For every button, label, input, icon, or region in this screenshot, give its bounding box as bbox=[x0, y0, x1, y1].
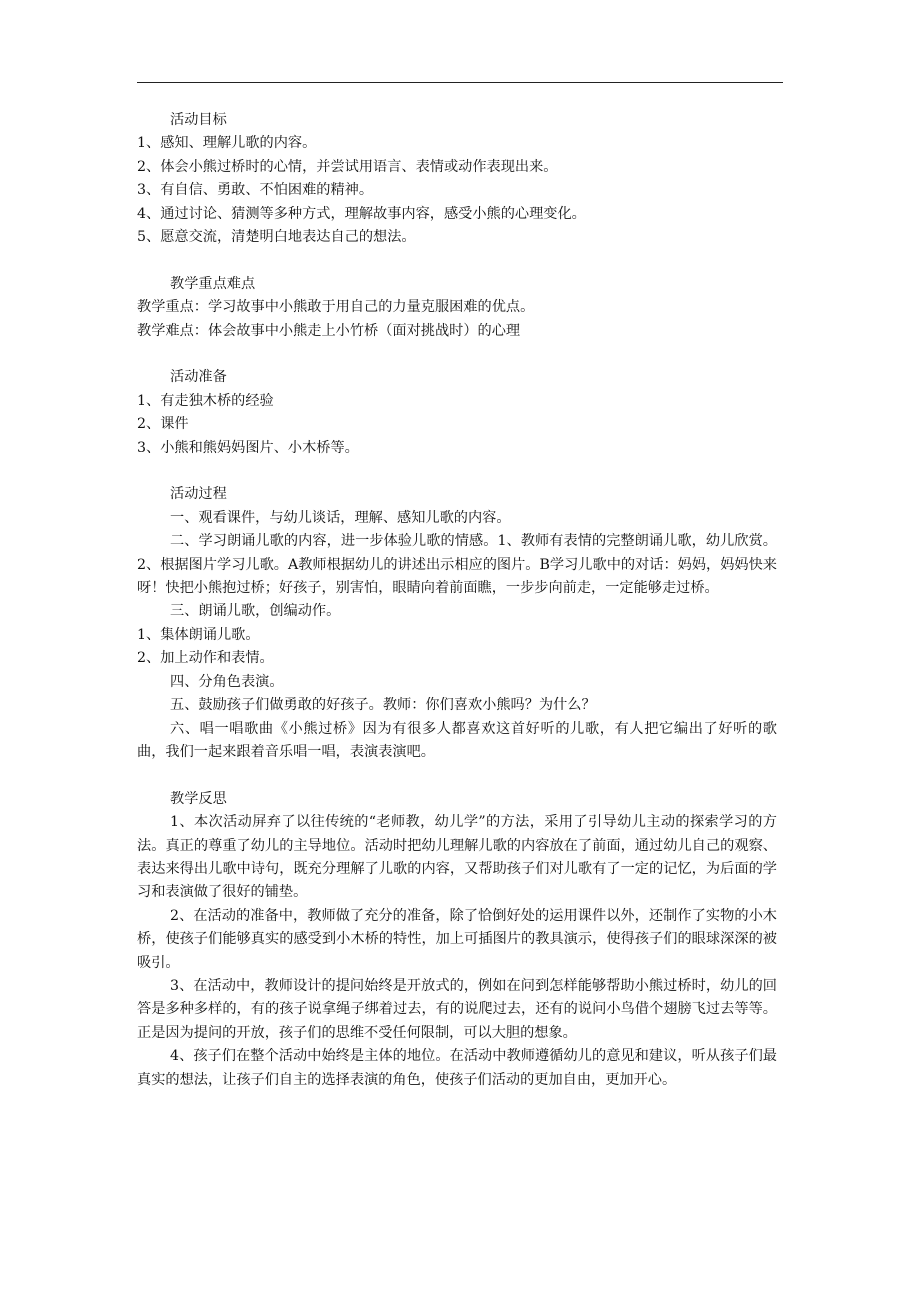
process-paragraph: 五、鼓励孩子们做勇敢的好孩子。教师：你们喜欢小熊吗？为什么？ bbox=[170, 697, 596, 714]
process-section bbox=[137, 483, 777, 764]
reflection-heading: 教学反思 bbox=[170, 790, 227, 807]
prep-heading: 活动准备 bbox=[170, 369, 227, 386]
reflection-paragraph: 2、在活动的准备中，教师做了充分的准备，除了恰倒好处的运用课件以外，还制作了实物的小木桥，使孩子们能够真实的感受到小木桥的特性，加上可插图片的教具演示，使得孩子们的眼球深深的被吸引。 bbox=[137, 907, 777, 971]
focus-item: 教学难点：体会故事中小熊走上小竹桥（面对挑战时）的心理 bbox=[137, 322, 521, 339]
reflection-section bbox=[137, 788, 777, 1092]
prep-item: 1、有走独木桥的经验 bbox=[137, 392, 274, 409]
process-paragraph: 四、分角色表演。 bbox=[170, 673, 284, 690]
process-paragraph: 二、学习朗诵儿歌的内容，进一步体验儿歌的情感。1、教师有表情的完整朗诵儿歌，幼儿欣赏。2、根据图片学习儿歌。A教师根据幼儿的讲述出示相应的图片。B学习儿歌中的对话：妈妈，妈妈快来呀！快把小熊抱过桥；好孩子，别害怕，眼睛向着前面瞧，一步步向前走，一定能够走过桥。 bbox=[137, 533, 777, 597]
goals-section bbox=[137, 109, 777, 249]
goal-item: 2、体会小熊过桥时的心情，并尝试用语言、表情或动作表现出来。 bbox=[137, 158, 558, 175]
reflection-paragraph: 1、本次活动屏弃了以往传统的“老师教，幼儿学”的方法，采用了引导幼儿主动的探索学习的方法。真正的尊重了幼儿的主导地位。活动时把幼儿理解儿歌的内容放在了前面，通过幼儿自己的观察、表达来得出儿歌中诗句，既充分理解了儿歌的内容，又帮助孩子们对儿歌有了一定的记忆，为后面的学习和表演做了很好的铺垫。 bbox=[137, 814, 777, 901]
reflection-paragraph: 3、在活动中，教师设计的提问始终是开放式的，例如在问到怎样能够帮助小熊过桥时，幼儿的回答是多种多样的，有的孩子说拿绳子绑着过去，有的说爬过去，还有的说问小鸟借个翅膀飞过去等等。正是因为提问的开放，孩子们的思维不受任何限制，可以大胆的想象。 bbox=[137, 977, 777, 1041]
goals-heading: 活动目标 bbox=[170, 112, 227, 128]
process-item: 1、集体朗诵儿歌。 bbox=[137, 626, 260, 643]
focus-section bbox=[137, 273, 777, 343]
document-body bbox=[137, 109, 777, 1092]
focus-heading: 教学重点难点 bbox=[170, 275, 256, 292]
header-rule bbox=[137, 82, 783, 83]
prep-section bbox=[137, 366, 777, 460]
prep-item: 3、小熊和熊妈妈图片、小木桥等。 bbox=[137, 439, 359, 456]
goal-item: 4、通过讨论、猜测等多种方式，理解故事内容，感受小熊的心理变化。 bbox=[137, 205, 586, 222]
process-heading: 活动过程 bbox=[170, 486, 227, 503]
prep-item: 2、课件 bbox=[137, 416, 189, 433]
process-item: 2、加上动作和表情。 bbox=[137, 650, 274, 667]
goal-item: 1、感知、理解儿歌的内容。 bbox=[137, 135, 317, 152]
focus-item: 教学重点：学习故事中小熊敢于用自己的力量克服困难的优点。 bbox=[137, 299, 535, 316]
process-paragraph: 六、唱一唱歌曲《小熊过桥》因为有很多人都喜欢这首好听的儿歌，有人把它编出了好听的歌曲，我们一起来跟着音乐唱一唱，表演表演吧。 bbox=[137, 720, 777, 760]
goal-item: 3、有自信、勇敢、不怕困难的精神。 bbox=[137, 182, 374, 199]
process-paragraph: 一、观看课件，与幼儿谈话，理解、感知儿歌的内容。 bbox=[170, 509, 511, 526]
goal-item: 5、愿意交流，清楚明白地表达自己的想法。 bbox=[137, 229, 416, 246]
process-paragraph: 三、朗诵儿歌，创编动作。 bbox=[170, 603, 341, 620]
reflection-paragraph: 4、孩子们在整个活动中始终是主体的地位。在活动中教师遵循幼儿的意见和建议，听从孩子们最真实的想法，让孩子们自主的选择表演的角色，使孩子们活动的更加自由，更加开心。 bbox=[137, 1048, 777, 1088]
